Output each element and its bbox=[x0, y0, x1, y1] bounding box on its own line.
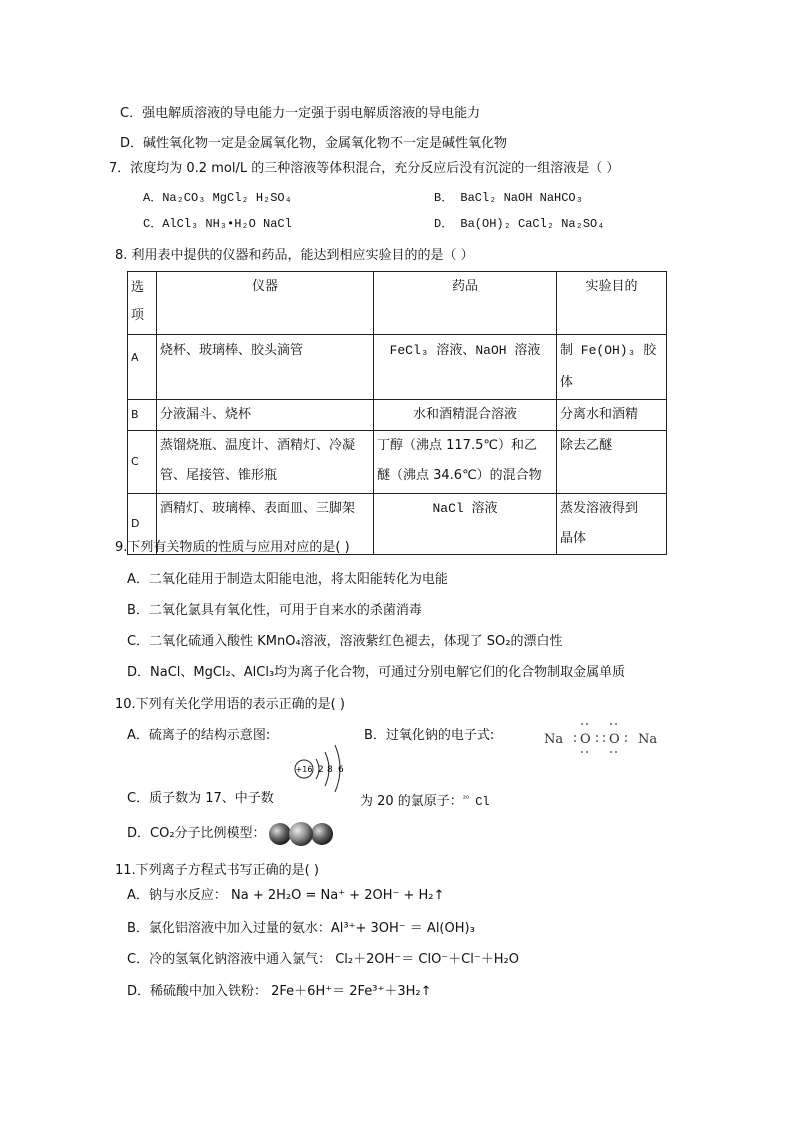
row-option: C bbox=[128, 431, 157, 494]
q9-option-a: A．二氧化硅用于制造太阳能电池，将太阳能转化为电能 bbox=[127, 572, 448, 587]
q7-option-a: A．Na₂CO₃ MgCl₂ H₂SO₄ bbox=[143, 191, 292, 205]
table-header-row bbox=[128, 272, 667, 335]
chlorine-symbol: Cl bbox=[475, 795, 490, 809]
q11-option-c: C．冷的氢氧化钠溶液中通入氯气： Cl₂＋2OH⁻＝ ClO⁻＋Cl⁻＋H₂O bbox=[127, 952, 519, 967]
q7-option-c: C．AlCl₃ NH₃•H₂O NaCl bbox=[143, 217, 292, 231]
q9-option-c: C．二氧化硫通入酸性 KMnO₄溶液，溶液紫红色褪去，体现了 SO₂的漂白性 bbox=[127, 634, 563, 649]
q8-table bbox=[127, 271, 667, 555]
q10-option-c-part2: 为 20 的氯原子：$^{^{20}}$ Cl bbox=[360, 794, 490, 809]
q7-option-d: D． Ba(OH)₂ CaCl₂ Na₂SO₄ bbox=[434, 217, 605, 231]
electron-formula bbox=[542, 718, 662, 758]
row-instruments: 蒸馏烧瓶、温度计、酒精灯、冷凝 管、尾接管、锥形瓶 bbox=[157, 431, 374, 494]
q9-option-d: D．NaCl、MgCl₂、AlCl₃均为离子化合物，可通过分别电解它们的化合物制取金属单质 bbox=[127, 665, 626, 680]
na-label: Na bbox=[544, 732, 564, 747]
sulfide-ion-diagram bbox=[292, 742, 352, 794]
row-goal: 分离水和酒精 bbox=[557, 400, 667, 431]
q10-option-b: B．过氧化钠的电子式: bbox=[364, 728, 495, 743]
row-option: D bbox=[128, 494, 157, 555]
row-instruments: 烧杯、玻璃棒、胶头滴管 bbox=[157, 335, 374, 400]
nucleus-label: +16 bbox=[295, 765, 313, 774]
row-option: B bbox=[128, 400, 157, 431]
row-drugs: NaCl 溶液 bbox=[374, 494, 557, 555]
row-option: A bbox=[128, 335, 157, 400]
q10-option-c-part1: C．质子数为 17、中子数 bbox=[127, 791, 274, 806]
row-drugs: 丁醇（沸点 117.5℃）和乙 醚（沸点 34.6℃）的混合物 bbox=[374, 431, 557, 494]
header-instruments: 仪器 bbox=[157, 272, 374, 335]
shell-3-label: 6 bbox=[338, 765, 344, 775]
shell-1-label: 2 bbox=[318, 765, 324, 775]
row-goal: 制 Fe(OH)₃ 胶体 bbox=[557, 335, 667, 400]
table-row bbox=[128, 335, 667, 400]
header-goal: 实验目的 bbox=[557, 272, 667, 335]
table-row bbox=[128, 400, 667, 431]
q7-stem: 7．浓度均为 0.2 mol/L 的三种溶液等体积混合，充分反应后没有沉淀的一组溶液是（ ） bbox=[109, 161, 620, 176]
co2-space-filling-model bbox=[265, 820, 337, 848]
row-drugs: 水和酒精混合溶液 bbox=[374, 400, 557, 431]
table-row bbox=[128, 431, 667, 494]
q11-option-a: A．钠与水反应： Na + 2H₂O = Na⁺ + 2OH⁻ + H₂↑ bbox=[127, 888, 445, 903]
row-drugs: FeCl₃ 溶液、NaOH 溶液 bbox=[374, 335, 557, 400]
na-label: Na bbox=[638, 732, 658, 747]
q6-option-d: D．碱性氧化物一定是金属氧化物，金属氧化物不一定是碱性氧化物 bbox=[120, 136, 508, 151]
row-instruments: 酒精灯、玻璃棒、表面皿、三脚架 bbox=[157, 494, 374, 555]
q10-option-d: D．CO₂分子比例模型： bbox=[127, 826, 266, 841]
q9-option-b: B．二氧化氯具有氧化性，可用于自来水的杀菌消毒 bbox=[127, 603, 422, 618]
q11-stem: 11.下列离子方程式书写正确的是( ) bbox=[115, 863, 319, 878]
isotope-superscript: ²⁰ bbox=[462, 794, 470, 803]
q11-option-d: D．稀硫酸中加入铁粉： 2Fe＋6H⁺＝ 2Fe³⁺＋3H₂↑ bbox=[127, 984, 432, 999]
row-goal: 蒸发溶液得到 晶体 bbox=[557, 494, 667, 555]
q6-option-c: C．强电解质溶液的导电能力一定强于弱电解质溶液的导电能力 bbox=[120, 106, 481, 121]
q10-option-a: A．硫离子的结构示意图: bbox=[127, 728, 271, 743]
header-drugs: 药品 bbox=[374, 272, 557, 335]
o-label: O bbox=[580, 732, 591, 747]
shell-2-label: 8 bbox=[327, 765, 333, 775]
q9-stem: 9.下列有关物质的性质与应用对应的是( ) bbox=[115, 540, 350, 555]
q10-stem: 10.下列有关化学用语的表示正确的是( ) bbox=[115, 697, 345, 712]
q8-stem: 8. 利用表中提供的仪器和药品，能达到相应实验目的的是（ ） bbox=[115, 248, 474, 263]
q7-option-b: B． BaCl₂ NaOH NaHCO₃ bbox=[434, 191, 583, 205]
row-instruments: 分液漏斗、烧杯 bbox=[157, 400, 374, 431]
q11-option-b: B．氯化铝溶液中加入过量的氨水：Al³⁺+ 3OH⁻ ＝ Al(OH)₃ bbox=[127, 921, 475, 936]
header-option: 选项 bbox=[128, 272, 157, 335]
row-goal: 除去乙醚 bbox=[557, 431, 667, 494]
o-label: O bbox=[609, 732, 620, 747]
